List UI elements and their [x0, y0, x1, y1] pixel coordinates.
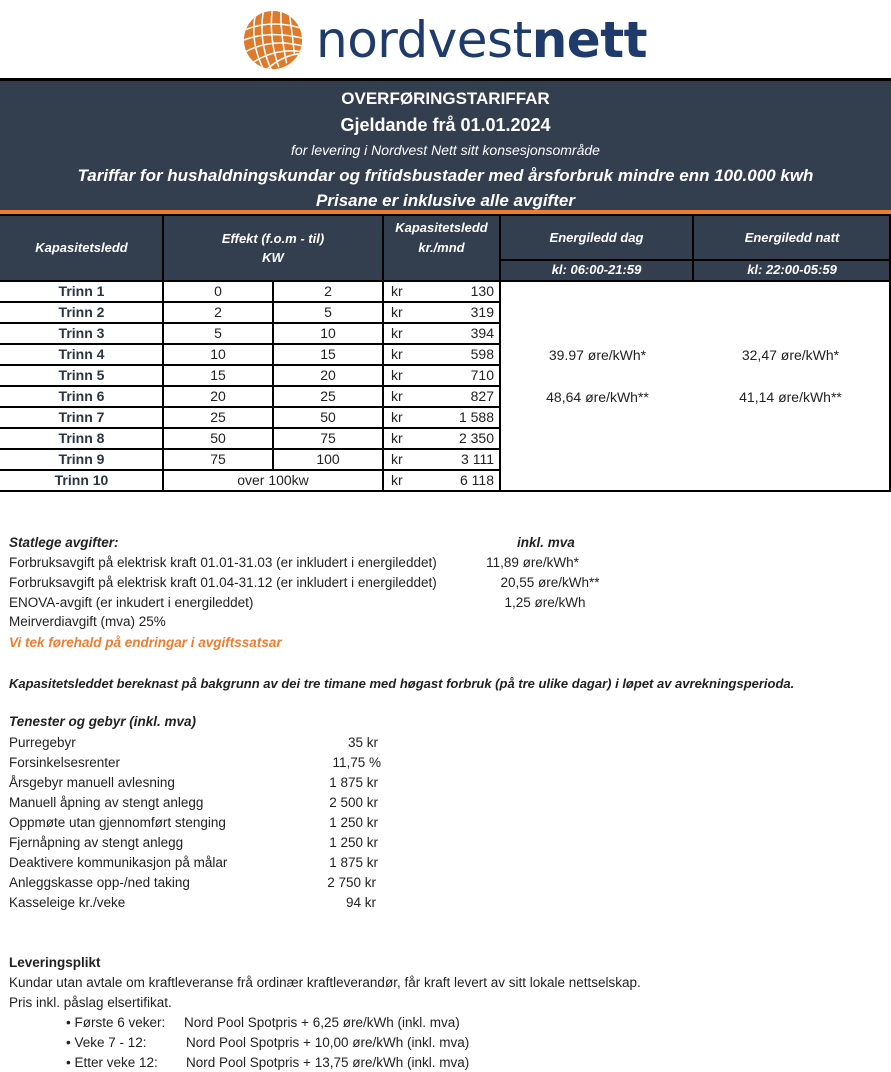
service-label: Oppmøte utan gjennomført stenging	[9, 815, 226, 830]
table-row: Trinn 7 25 50 kr 1 588	[58, 409, 494, 425]
service-label: Forsinkelsesrenter	[9, 755, 121, 770]
service-label: Årsgebyr manuell avlesning	[9, 775, 175, 790]
tariff-header-banner	[0, 78, 891, 213]
valid-from: Gjeldande frå 01.01.2024	[340, 115, 551, 135]
page-title: OVERFØRINGSTARIFFAR	[341, 89, 550, 108]
energy-natt-rest: 41,14 øre/kWh**	[739, 389, 842, 405]
supply-heading: Leveringsplikt	[9, 955, 101, 970]
brand-wordmark: nordvestnett	[316, 11, 648, 69]
fee-value: 1,25 øre/kWh	[504, 595, 586, 610]
energy-dag-rest: 48,64 øre/kWh**	[546, 389, 649, 405]
nordvestnett-logo	[242, 8, 647, 72]
service-value: 11,75 %	[332, 755, 381, 770]
incl-vat-heading: inkl. mva	[517, 535, 575, 550]
service-value: 1 250 kr	[329, 835, 378, 850]
energy-dag-winter: 39.97 øre/kWh*	[548, 347, 647, 363]
service-value: 2 750 kr	[327, 875, 376, 890]
reservation-note: Vi tek førehald på endringar i avgiftssatsar	[9, 635, 282, 650]
service-value: 35 kr	[347, 735, 378, 750]
service-value: 1 875 kr	[329, 775, 378, 790]
service-label: Purregebyr	[9, 735, 76, 750]
vat-label: Meirverdiavgift (mva) 25%	[9, 614, 166, 629]
table-row: Trinn 2 2 5 kr 319	[58, 304, 494, 320]
supply-bullet-period: • Veke 7 - 12:	[66, 1035, 147, 1050]
energy-natt-winter: 32,47 øre/kWh*	[741, 347, 840, 363]
table-row: Trinn 9 75 100 kr 3 111	[58, 451, 494, 467]
table-row: Trinn 1 0 2 kr 130	[58, 283, 494, 299]
service-value: 1 250 kr	[329, 815, 378, 830]
supply-text: Pris inkl. påslag elsertifikat.	[9, 995, 172, 1010]
table-row: Trinn 8 50 75 kr 2 350	[58, 430, 494, 446]
fee-label: ENOVA-avgift (er inkudert i energileddet)	[9, 595, 254, 610]
header-energiledd-dag: Energiledd dag	[500, 216, 693, 260]
supply-bullet-period: • Første 6 veker:	[66, 1015, 166, 1030]
services-heading: Tenester og gebyr (inkl. mva)	[9, 714, 197, 729]
price-note: Prisane er inklusive alle avgifter	[316, 191, 575, 210]
table-row: Trinn 3 5 10 kr 394	[58, 325, 494, 341]
header-dag-time: kl: 06:00-21:59	[500, 260, 693, 280]
service-label: Fjernåpning av stengt anlegg	[9, 835, 184, 850]
supply-text: Kundar utan avtale om kraftleveranse frå ordinær kraftleverandør, får kraft levert av sitt lokale nettselskap.	[9, 975, 641, 990]
target-customers: Tariffar for hushaldningskundar og fritidsbustader med årsforbruk mindre enn 100.000 kwh	[77, 166, 814, 185]
capacity-note: Kapasitetsleddet bereknast på bakgrunn av dei tre timane med høgast forbruk (på tre ulike dagar) i løpet av avrekningsperioda.	[9, 676, 795, 691]
header-kapasitetsledd: Kapasitetsledd	[0, 216, 163, 280]
fee-label: Forbruksavgift på elektrisk kraft 01.01-31.03 (er inkludert i energileddet)	[9, 555, 437, 570]
service-value: 94 kr	[345, 895, 376, 910]
header-kapasitet-mnd: Kapasitetsledd kr./mnd	[383, 216, 500, 280]
state-fees-heading: Statlege avgifter:	[9, 535, 119, 550]
service-value: 1 875 kr	[329, 855, 378, 870]
supply-bullet-price: Nord Pool Spotpris + 6,25 øre/kWh (inkl. mva)	[184, 1015, 460, 1030]
table-row: Trinn 6 20 25 kr 827	[58, 388, 494, 404]
table-row: Trinn 10 over 100kw kr 6 118	[54, 472, 494, 488]
service-value: 2 500 kr	[329, 795, 378, 810]
globe-grid-icon	[242, 9, 304, 71]
service-label: Kasseleige kr./veke	[9, 895, 126, 910]
supply-bullet-price: Nord Pool Spotpris + 13,75 øre/kWh (inkl. mva)	[186, 1055, 470, 1070]
fee-label: Forbruksavgift på elektrisk kraft 01.04-31.12 (er inkludert i energileddet)	[9, 575, 437, 590]
header-energiledd-natt: Energiledd natt	[693, 216, 891, 260]
service-label: Manuell åpning av stengt anlegg	[9, 795, 204, 810]
header-natt-time: kl: 22:00-05:59	[693, 260, 891, 280]
fee-value: 20,55 øre/kWh**	[500, 575, 600, 590]
supply-bullet-period: • Etter veke 12:	[66, 1055, 158, 1070]
fee-value: 11,89 øre/kWh*	[486, 555, 579, 570]
table-row: Trinn 4 10 15 kr 598	[58, 346, 494, 362]
header-effekt: Effekt (f.o.m - til) KW	[163, 216, 383, 280]
subtitle: for levering i Nordvest Nett sitt konsesjonsområde	[291, 142, 600, 158]
table-row: Trinn 5 15 20 kr 710	[58, 367, 494, 383]
service-label: Anleggskasse opp-/ned taking	[9, 875, 190, 890]
service-label: Deaktivere kommunikasjon på målar	[9, 855, 228, 870]
supply-bullet-price: Nord Pool Spotpris + 10,00 øre/kWh (inkl. mva)	[186, 1035, 470, 1050]
